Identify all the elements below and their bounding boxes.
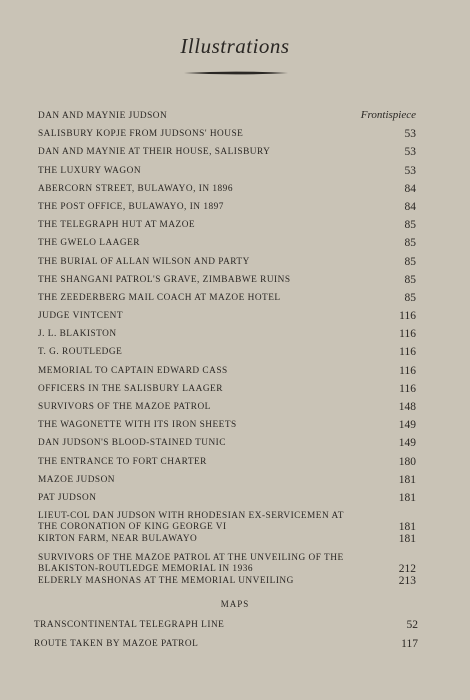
entry-page-number: 181 <box>398 473 416 486</box>
illustration-entry <box>38 475 416 486</box>
entry-page-number: 53 <box>404 164 416 177</box>
illustration-entry <box>38 576 416 587</box>
illustration-entry <box>38 293 416 304</box>
illustration-entry <box>38 166 416 177</box>
illustration-entry <box>38 184 416 195</box>
map-entry <box>34 639 418 650</box>
entry-title: TRANSCONTINENTAL TELEGRAPH LINE <box>34 620 225 630</box>
entry-title: J. L. BLAKISTON <box>38 329 117 340</box>
entry-page-number: 117 <box>401 638 418 650</box>
illustration-entry <box>38 511 416 533</box>
entry-page-number: 212 <box>398 562 416 575</box>
entry-page-number: 116 <box>399 382 416 395</box>
illustration-entry <box>38 202 416 213</box>
maps-heading: MAPS <box>220 599 250 609</box>
entry-page-number: 116 <box>399 364 416 377</box>
entry-page-number: 116 <box>399 310 416 323</box>
entry-title: ROUTE TAKEN BY MAZOE PATROL <box>34 639 199 649</box>
entry-page-number: 84 <box>404 182 416 195</box>
entry-title: SURVIVORS OF THE MAZOE PATROL <box>38 402 211 412</box>
illustrations-list <box>38 111 416 594</box>
illustration-entry <box>38 493 416 504</box>
entry-title: THE LUXURY WAGON <box>38 165 142 176</box>
entry-page-number: 53 <box>404 146 416 159</box>
entry-title: THE ZEEDERBERG MAIL COACH AT MAZOE HOTEL <box>38 292 281 303</box>
illustration-entry <box>38 147 416 158</box>
entry-title: THE SHANGANI PATROL'S GRAVE, ZIMBABWE RUINS <box>38 274 291 285</box>
entry-page-number: 180 <box>398 455 416 468</box>
entry-title: THE ENTRANCE TO FORT CHARTER <box>38 456 207 467</box>
entry-page-number: 181 <box>398 491 416 504</box>
page-title: Illustrations <box>180 34 290 58</box>
entry-page-number: 148 <box>398 401 416 413</box>
entry-title: SALISBURY KOPJE FROM JUDSONS' HOUSE <box>38 129 244 140</box>
illustration-entry <box>38 402 416 413</box>
entry-page-number: 85 <box>404 237 416 250</box>
map-entry <box>34 620 418 631</box>
entry-page-number: 181 <box>398 533 416 546</box>
illustration-entry <box>38 311 416 322</box>
entry-page-number: 52 <box>406 619 418 631</box>
entry-page-number: 149 <box>398 437 416 450</box>
illustration-entry <box>38 257 416 268</box>
entry-page-number: 116 <box>399 346 416 359</box>
entry-page-number: 85 <box>404 219 416 232</box>
entry-title: ELDERLY MASHONAS AT THE MEMORIAL UNVEILING <box>38 575 294 586</box>
entry-page-number: 181 <box>398 521 416 534</box>
entry-title: THE BURIAL OF ALLAN WILSON AND PARTY <box>38 256 250 267</box>
entry-page-number: 85 <box>404 273 416 286</box>
entry-title: JUDGE VINTCENT <box>38 311 124 322</box>
entry-title: DAN AND MAYNIE JUDSON <box>38 111 168 121</box>
entry-title: ABERCORN STREET, BULAWAYO, IN 1896 <box>38 183 233 194</box>
entry-title: SURVIVORS OF THE MAZOE PATROL AT THE UNVEILING OF THE BLAKISTON-ROUTLEDGE MEMORIAL IN 1936 <box>38 552 344 574</box>
entry-title: MAZOE JUDSON <box>38 474 116 485</box>
entry-page-number: 85 <box>404 255 416 268</box>
entry-page-number: Frontispiece <box>360 109 416 121</box>
illustration-entry <box>38 329 416 340</box>
illustration-entry <box>38 384 416 395</box>
entry-page-number: 116 <box>399 328 416 341</box>
entry-title: THE GWELO LAAGER <box>38 238 140 249</box>
entry-title: LIEUT-COL DAN JUDSON WITH RHODESIAN EX-SERVICEMEN AT THE CORONATION OF KING GEORGE VI <box>38 511 344 533</box>
illustration-entry <box>38 238 416 249</box>
illustration-entry <box>38 111 416 122</box>
entry-title: THE TELEGRAPH HUT AT MAZOE <box>38 220 196 231</box>
illustration-entry <box>38 553 416 575</box>
illustration-entry <box>38 220 416 231</box>
illustration-entry <box>38 347 416 358</box>
illustration-entry <box>38 457 416 468</box>
entry-page-number: 85 <box>404 291 416 304</box>
entry-page-number: 213 <box>398 574 416 587</box>
illustration-entry <box>38 438 416 449</box>
entry-title: THE POST OFFICE, BULAWAYO, IN 1897 <box>38 201 224 212</box>
entry-title: KIRTON FARM, NEAR BULAWAYO <box>38 534 198 545</box>
ornamental-rule <box>184 70 288 76</box>
entry-title: T. G. ROUTLEDGE <box>38 347 123 358</box>
illustration-entry <box>38 275 416 286</box>
entry-page-number: 149 <box>398 419 416 432</box>
illustration-entry <box>38 420 416 431</box>
entry-page-number: 53 <box>404 128 416 141</box>
entry-title: MEMORIAL TO CAPTAIN EDWARD CASS <box>38 365 228 376</box>
illustration-entry <box>38 129 416 140</box>
entry-title: DAN JUDSON'S BLOOD-STAINED TUNIC <box>38 438 226 449</box>
entry-page-number: 84 <box>404 200 416 213</box>
entry-title: THE WAGONETTE WITH ITS IRON SHEETS <box>38 420 237 431</box>
entry-title: OFFICERS IN THE SALISBURY LAAGER <box>38 383 223 394</box>
entry-title: PAT JUDSON <box>38 492 97 503</box>
illustration-entry <box>38 534 416 545</box>
maps-list <box>34 620 418 658</box>
illustration-entry <box>38 366 416 377</box>
entry-title: DAN AND MAYNIE AT THEIR HOUSE, SALISBURY <box>38 147 271 158</box>
